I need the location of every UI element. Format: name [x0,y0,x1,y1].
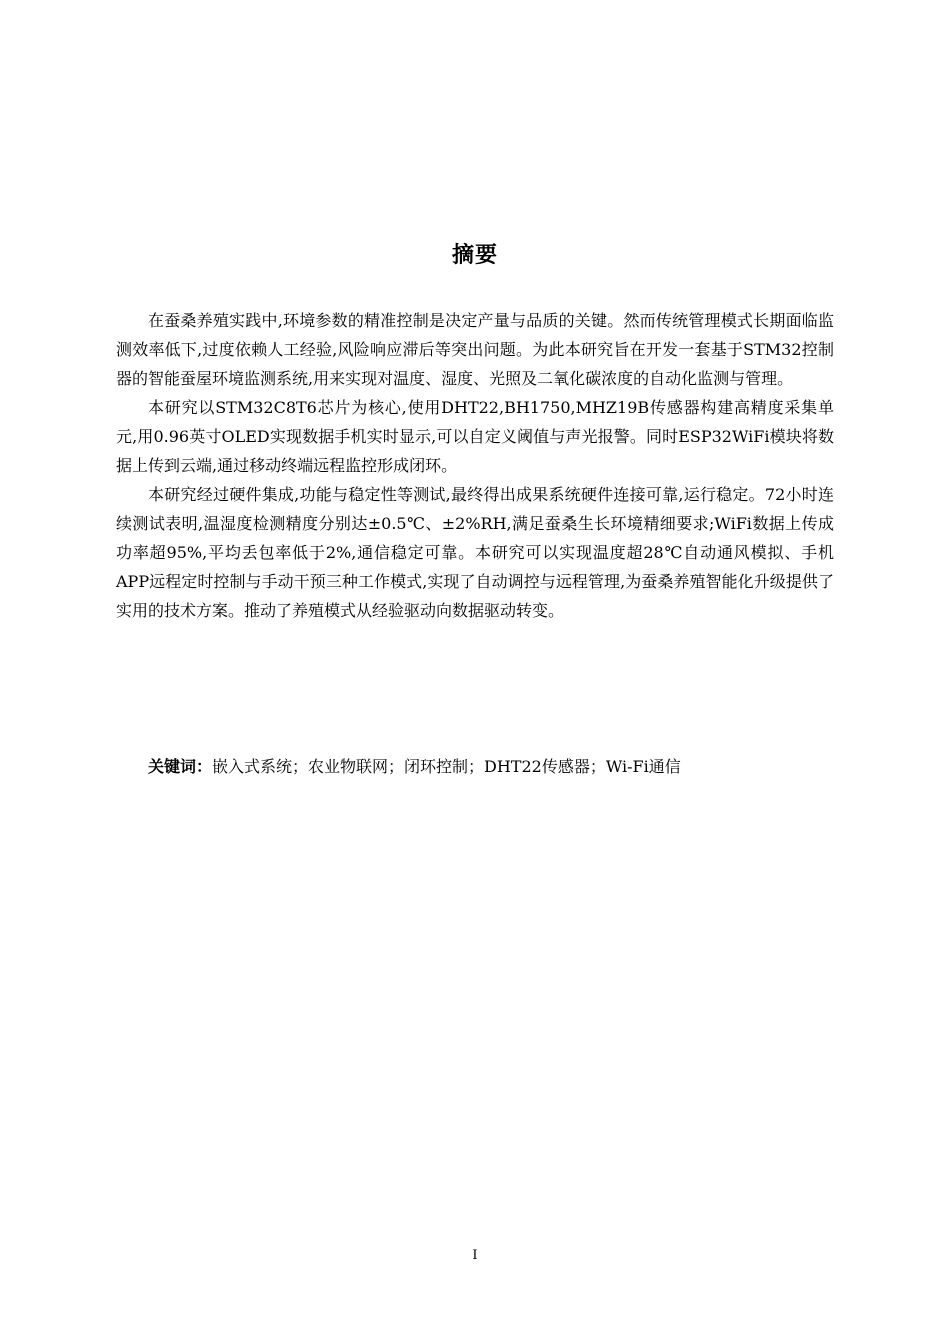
abstract-paragraph-2: 本研究以STM32C8T6芯片为核心,使用DHT22,BH1750,MHZ19B传感器构建高精度采集单元,用0.96英寸OLED实现数据手机实时显示,可以自定义阈值与声光报警。同时ESP32WiFi模块将数据上传到云端,通过移动终端远程监控形成闭环。 [116,398,834,475]
abstract-paragraph-1: 在蚕桑养殖实践中,环境参数的精准控制是决定产量与品质的关键。然而传统管理模式长期面临监测效率低下,过度依赖人工经验,风险响应滞后等突出问题。为此本研究旨在开发一套基于STM32控制器的智能蚕屋环境监测系统,用来实现对温度、湿度、光照及二氧化碳浓度的自动化监测与管理。 [116,311,834,388]
keywords-list: 嵌入式系统；农业物联网；闭环控制；DHT22传感器；Wi-Fi通信 [212,757,681,776]
keywords-line [116,752,834,781]
page-number: I [472,1248,478,1263]
abstract-paragraph-3: 本研究经过硬件集成,功能与稳定性等测试,最终得出成果系统硬件连接可靠,运行稳定。72小时连续测试表明,温湿度检测精度分别达±0.5℃、±2%RH,满足蚕桑生长环境精细要求;WiFi数据上传成功率超95%,平均丢包率低于2%,通信稳定可靠。本研究可以实现温度超28℃自动通风模拟、手机APP远程定时控制与手动干预三种工作模式,实现了自动调控与远程管理,为蚕桑养殖智能化升级提供了实用的技术方案。推动了养殖模式从经验驱动向数据驱动转变。 [116,485,834,620]
keywords-label: 关键词： [148,757,213,776]
abstract-body [116,306,834,625]
abstract-title: 摘要 [451,243,498,268]
